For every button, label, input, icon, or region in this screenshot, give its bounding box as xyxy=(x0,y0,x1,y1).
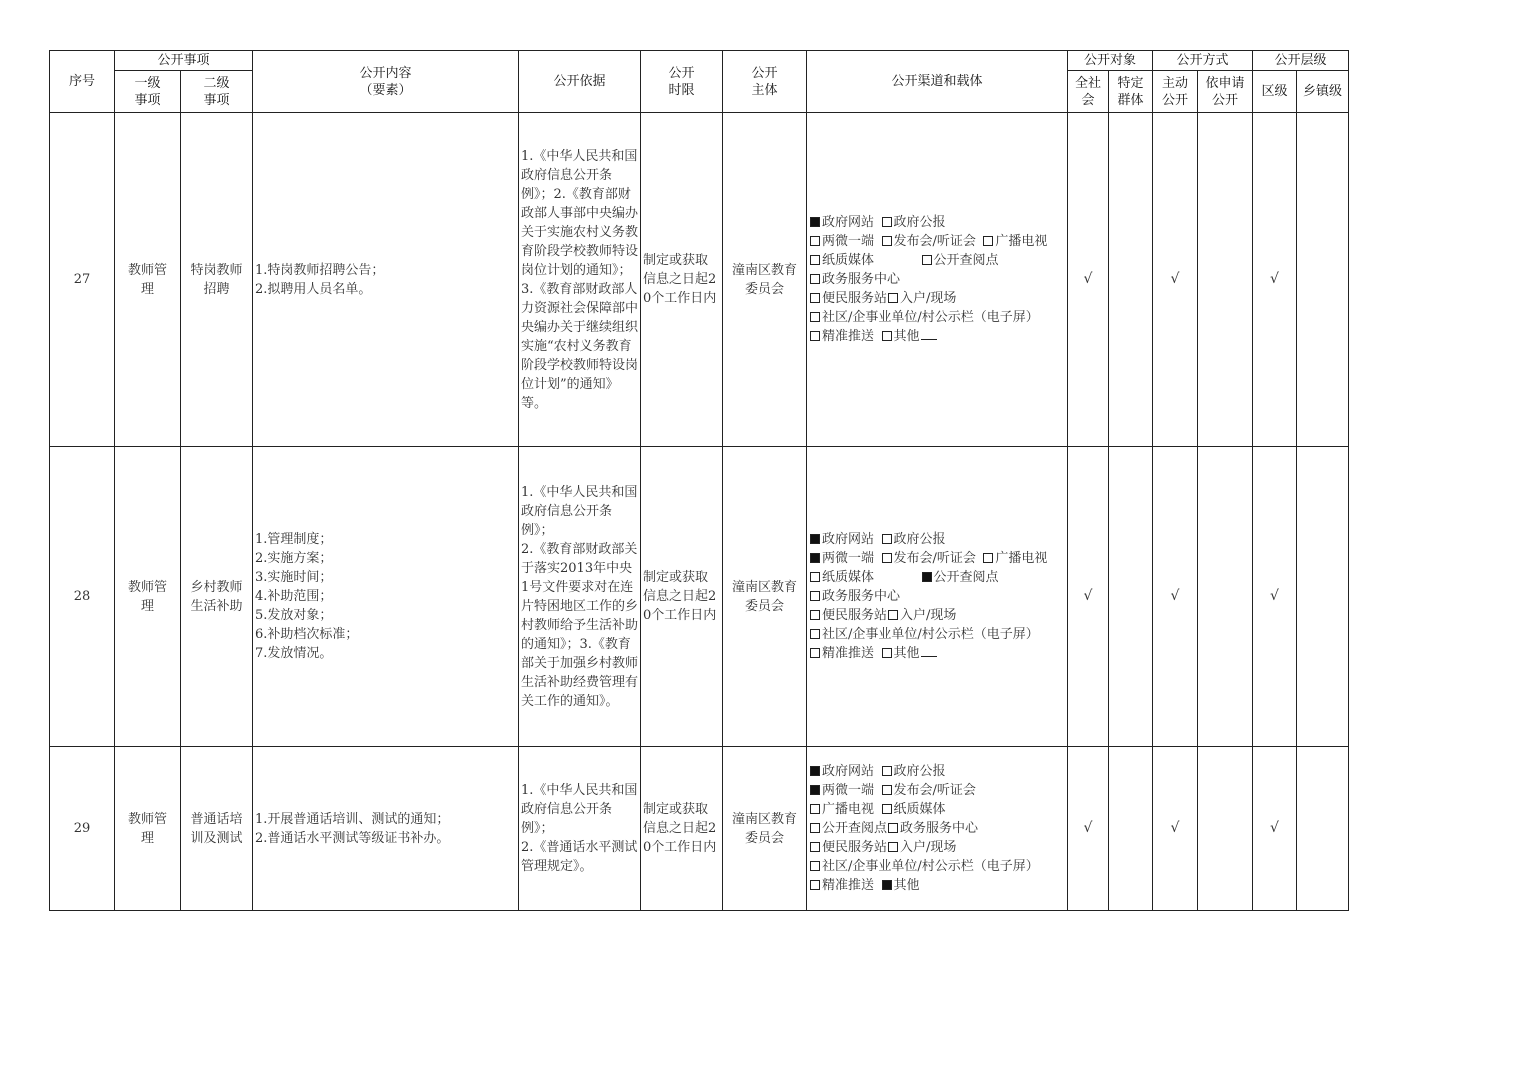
channel-label: 精准推送 xyxy=(822,646,875,661)
channel-line xyxy=(809,308,1065,327)
door-site-checkbox[interactable] xyxy=(888,610,898,620)
row-time-limit: 制定或获取信息之日起20个工作日内 xyxy=(641,447,723,747)
two-micro-checkbox[interactable] xyxy=(810,553,820,563)
community-board-checkbox[interactable] xyxy=(810,629,820,639)
community-board-checkbox[interactable] xyxy=(810,861,820,871)
check-mark: √ xyxy=(1083,588,1093,604)
row-time-limit: 制定或获取信息之日起20个工作日内 xyxy=(641,747,723,911)
channel-label: 两微一端 xyxy=(822,234,875,249)
content-line: 6.补助档次标准； xyxy=(255,627,359,642)
row-method-apply xyxy=(1198,447,1253,747)
paper-media-checkbox[interactable] xyxy=(810,572,820,582)
channel-line xyxy=(809,251,1065,270)
channel-label: 广播电视 xyxy=(822,802,875,817)
check-mark: √ xyxy=(1083,271,1093,287)
row-seq: 29 xyxy=(50,747,115,911)
channel-label: 政府公报 xyxy=(893,215,946,230)
channel-label: 两微一端 xyxy=(822,551,875,566)
channel-label: 政府网站 xyxy=(822,764,875,779)
channel-label: 其他 xyxy=(893,329,920,344)
channel-line xyxy=(809,857,1065,876)
check-mark: √ xyxy=(1270,588,1279,604)
precise-push-checkbox[interactable] xyxy=(810,648,820,658)
service-center-checkbox[interactable] xyxy=(810,591,820,601)
row-method-active xyxy=(1153,747,1198,911)
header-method-group: 公开方式 xyxy=(1153,51,1253,71)
row-target-specific xyxy=(1109,447,1153,747)
header-level-town: 乡镇级 xyxy=(1297,71,1349,113)
header-target-specific: 特定 群体 xyxy=(1109,71,1153,113)
reading-point-checkbox[interactable] xyxy=(922,572,932,582)
other-checkbox[interactable] xyxy=(882,648,892,658)
row-seq: 27 xyxy=(50,113,115,447)
convenience-station-checkbox[interactable] xyxy=(810,842,820,852)
header-target-all: 全社 会 xyxy=(1068,71,1109,113)
row-method-apply xyxy=(1198,113,1253,447)
row-content xyxy=(253,747,519,911)
other-checkbox[interactable] xyxy=(882,880,892,890)
row-level-district xyxy=(1253,113,1297,447)
content-line: 3.实施时间； xyxy=(255,570,333,585)
channel-line xyxy=(809,232,1065,251)
channel-label: 政务服务中心 xyxy=(822,272,901,287)
header-time-limit: 公开 时限 xyxy=(641,51,723,113)
channel-label: 社区/企事业单位/村公示栏（电子屏） xyxy=(822,859,1039,874)
check-mark: √ xyxy=(1270,820,1279,836)
check-mark: √ xyxy=(1170,820,1180,836)
gov-website-checkbox[interactable] xyxy=(810,534,820,544)
channel-line xyxy=(809,644,1065,663)
row-content xyxy=(253,447,519,747)
two-micro-checkbox[interactable] xyxy=(810,785,820,795)
channel-line xyxy=(809,213,1065,232)
channel-label: 社区/企事业单位/村公示栏（电子屏） xyxy=(822,310,1039,325)
channel-label: 精准推送 xyxy=(822,878,875,893)
header-level1: 一级 事项 xyxy=(115,71,181,113)
channel-label: 其他 xyxy=(893,646,920,661)
channel-line xyxy=(809,606,1065,625)
service-center-checkbox[interactable] xyxy=(888,823,898,833)
precise-push-checkbox[interactable] xyxy=(810,880,820,890)
service-center-checkbox[interactable] xyxy=(810,274,820,284)
channel-label: 其他 xyxy=(893,878,920,893)
press-hearing-checkbox[interactable] xyxy=(882,785,892,795)
gov-website-checkbox[interactable] xyxy=(810,766,820,776)
row-basis: 1.《中华人民共和国政府信息公开条例》； 2.《教育部财政部关于落实2013年中央1号文件要求对在连片特困地区工作的乡村教师给予生活补助的通知》；3.《教育部关于加强乡村教师生活补助经费管理有关工作的通知》。 xyxy=(519,447,641,747)
channel-label: 政府公报 xyxy=(893,764,946,779)
channel-label: 政府网站 xyxy=(822,532,875,547)
content-line: 2.普通话水平测试等级证书补办。 xyxy=(255,830,450,846)
row-method-active xyxy=(1153,113,1198,447)
channel-label: 入户/现场 xyxy=(900,608,957,623)
channel-line xyxy=(809,289,1065,308)
content-line: 2.拟聘用人员名单。 xyxy=(255,281,372,297)
row-level2: 普通话培 训及测试 xyxy=(181,747,253,911)
check-mark: √ xyxy=(1170,271,1180,287)
channel-label: 精准推送 xyxy=(822,329,875,344)
channel-line xyxy=(809,762,1065,781)
header-level-group: 公开层级 xyxy=(1253,51,1349,71)
gov-website-checkbox[interactable] xyxy=(810,217,820,227)
row-basis: 1.《中华人民共和国政府信息公开条例》；2.《教育部财政部人事部中央编办关于实施农村义务教育阶段学校教师特设岗位计划的通知》；3.《教育部财政部人力资源社会保障部中央编办关于继续组织实施“农村义务教育阶段学校教师特设岗位计划”的通知》等。 xyxy=(519,113,641,447)
door-site-checkbox[interactable] xyxy=(888,293,898,303)
channel-line xyxy=(809,819,1065,838)
broadcast-tv-checkbox[interactable] xyxy=(810,804,820,814)
channel-label: 发布会/听证会 xyxy=(893,234,976,249)
gov-gazette-checkbox[interactable] xyxy=(882,217,892,227)
content-line: 2.实施方案； xyxy=(255,551,333,566)
other-checkbox[interactable] xyxy=(882,331,892,341)
content-line: 5.发放对象； xyxy=(255,608,333,623)
channel-label: 便民服务站 xyxy=(822,608,888,623)
door-site-checkbox[interactable] xyxy=(888,842,898,852)
channel-line xyxy=(809,270,1065,289)
reading-point-checkbox[interactable] xyxy=(810,823,820,833)
channel-line xyxy=(809,781,1065,800)
row-level-district xyxy=(1253,747,1297,911)
content-line: 7.发放情况。 xyxy=(255,646,333,661)
row-channels xyxy=(807,747,1068,911)
row-level-town xyxy=(1297,447,1349,747)
channel-label: 发布会/听证会 xyxy=(893,783,976,798)
broadcast-tv-checkbox[interactable] xyxy=(983,236,993,246)
convenience-station-checkbox[interactable] xyxy=(810,610,820,620)
content-line: 1.开展普通话培训、测试的通知； xyxy=(255,811,450,827)
channel-label: 广播电视 xyxy=(995,551,1048,566)
row-level1: 教师管 理 xyxy=(115,113,181,447)
channel-label: 发布会/听证会 xyxy=(893,551,976,566)
header-method-active: 主动 公开 xyxy=(1153,71,1198,113)
press-hearing-checkbox[interactable] xyxy=(882,553,892,563)
row-subject: 潼南区教育 委员会 xyxy=(723,113,807,447)
channel-label: 入户/现场 xyxy=(900,291,957,306)
header-seq: 序号 xyxy=(50,51,115,113)
channel-label: 政府公报 xyxy=(893,532,946,547)
header-channels: 公开渠道和载体 xyxy=(807,51,1068,113)
channel-label: 纸质媒体 xyxy=(893,802,946,817)
press-hearing-checkbox[interactable] xyxy=(882,236,892,246)
header-level2: 二级 事项 xyxy=(181,71,253,113)
paper-media-checkbox[interactable] xyxy=(882,804,892,814)
table-row xyxy=(50,113,1349,447)
row-channels xyxy=(807,447,1068,747)
channel-label: 两微一端 xyxy=(822,783,875,798)
row-level-district xyxy=(1253,447,1297,747)
channel-label: 便民服务站 xyxy=(822,291,888,306)
table-row xyxy=(50,447,1349,747)
channel-label: 政府网站 xyxy=(822,215,875,230)
blank-line xyxy=(921,328,937,340)
channel-line xyxy=(809,587,1065,606)
header-content: 公开内容 （要素） xyxy=(253,51,519,113)
row-level2: 特岗教师 招聘 xyxy=(181,113,253,447)
channel-label: 公开查阅点 xyxy=(822,821,888,836)
row-target-specific xyxy=(1109,747,1153,911)
row-time-limit: 制定或获取信息之日起20个工作日内 xyxy=(641,113,723,447)
channel-label: 社区/企事业单位/村公示栏（电子屏） xyxy=(822,627,1039,642)
row-subject: 潼南区教育 委员会 xyxy=(723,747,807,911)
channel-line xyxy=(809,530,1065,549)
disclosure-table xyxy=(49,50,1349,911)
header-basis: 公开依据 xyxy=(519,51,641,113)
channel-label: 纸质媒体 xyxy=(822,570,875,585)
content-line: 1.特岗教师招聘公告； xyxy=(255,262,385,278)
blank-line xyxy=(921,645,937,657)
row-target-all xyxy=(1068,113,1109,447)
channel-label: 入户/现场 xyxy=(900,840,957,855)
check-mark: √ xyxy=(1270,271,1279,287)
row-basis: 1.《中华人民共和国政府信息公开条例》； 2.《普通话水平测试管理规定》。 xyxy=(519,747,641,911)
paper-media-checkbox[interactable] xyxy=(810,255,820,265)
row-target-all xyxy=(1068,747,1109,911)
channel-line xyxy=(809,327,1065,346)
two-micro-checkbox[interactable] xyxy=(810,236,820,246)
channel-line xyxy=(809,838,1065,857)
row-content xyxy=(253,113,519,447)
broadcast-tv-checkbox[interactable] xyxy=(983,553,993,563)
row-level1: 教师管 理 xyxy=(115,447,181,747)
row-method-apply xyxy=(1198,747,1253,911)
content-line: 1.管理制度； xyxy=(255,532,333,547)
channel-label: 便民服务站 xyxy=(822,840,888,855)
channel-line xyxy=(809,876,1065,895)
row-level2: 乡村教师 生活补助 xyxy=(181,447,253,747)
channel-label: 政务服务中心 xyxy=(900,821,979,836)
row-seq: 28 xyxy=(50,447,115,747)
row-target-specific xyxy=(1109,113,1153,447)
header-level-district: 区级 xyxy=(1253,71,1297,113)
channel-label: 广播电视 xyxy=(995,234,1048,249)
header-target-group: 公开对象 xyxy=(1068,51,1153,71)
row-subject: 潼南区教育 委员会 xyxy=(723,447,807,747)
row-channels xyxy=(807,113,1068,447)
channel-label: 公开查阅点 xyxy=(933,253,999,268)
check-mark: √ xyxy=(1170,588,1180,604)
channel-label: 纸质媒体 xyxy=(822,253,875,268)
row-method-active xyxy=(1153,447,1198,747)
check-mark: √ xyxy=(1083,820,1093,836)
precise-push-checkbox[interactable] xyxy=(810,331,820,341)
table-row xyxy=(50,747,1349,911)
row-target-all xyxy=(1068,447,1109,747)
community-board-checkbox[interactable] xyxy=(810,312,820,322)
gov-gazette-checkbox[interactable] xyxy=(882,534,892,544)
row-level-town xyxy=(1297,113,1349,447)
row-level1: 教师管 理 xyxy=(115,747,181,911)
header-method-apply: 依申请 公开 xyxy=(1198,71,1253,113)
content-line: 4.补助范围； xyxy=(255,589,333,604)
convenience-station-checkbox[interactable] xyxy=(810,293,820,303)
reading-point-checkbox[interactable] xyxy=(922,255,932,265)
channel-label: 政务服务中心 xyxy=(822,589,901,604)
row-level-town xyxy=(1297,747,1349,911)
header-items-group: 公开事项 xyxy=(115,51,253,71)
channel-line xyxy=(809,800,1065,819)
channel-line xyxy=(809,568,1065,587)
gov-gazette-checkbox[interactable] xyxy=(882,766,892,776)
header-subject: 公开 主体 xyxy=(723,51,807,113)
channel-line xyxy=(809,625,1065,644)
channel-label: 公开查阅点 xyxy=(933,570,999,585)
channel-line xyxy=(809,549,1065,568)
